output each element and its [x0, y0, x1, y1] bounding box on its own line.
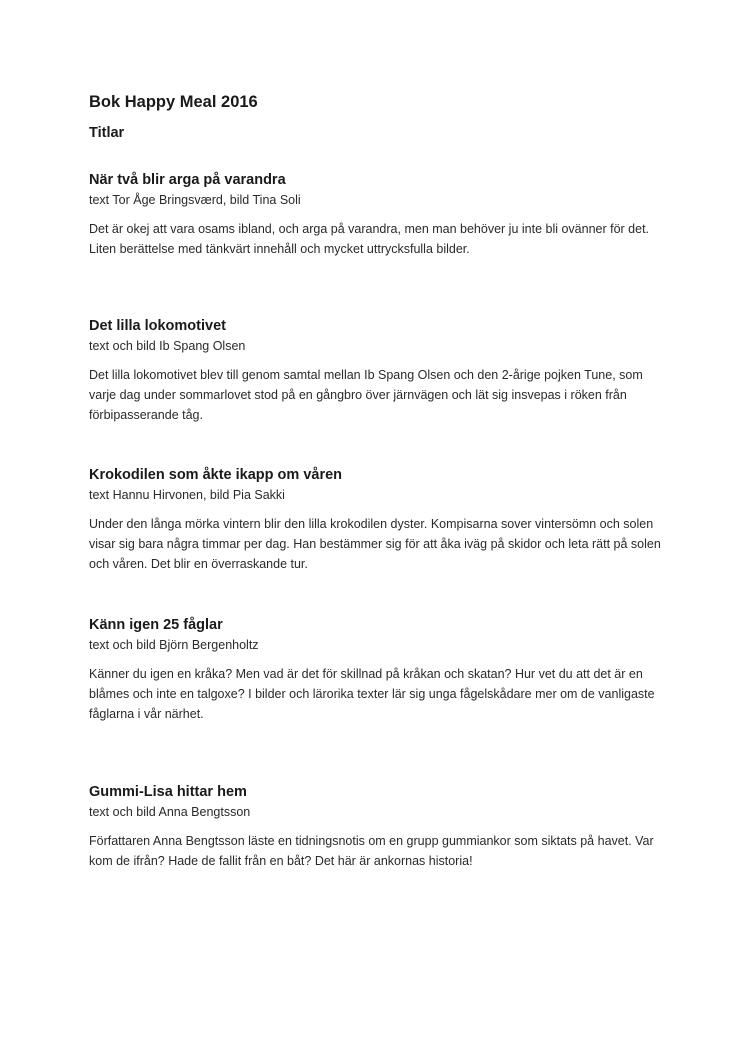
book-title: Gummi-Lisa hittar hem: [89, 784, 247, 800]
book-entry: [89, 782, 669, 871]
book-credit: text och bild Ib Spang Olsen: [89, 339, 246, 353]
document-page: [89, 90, 669, 868]
book-entry: [89, 316, 669, 425]
book-description: Känner du igen en kråka? Men vad är det för skillnad på kråkan och skatan? Hur vet du att det är en blåmes och inte en talgoxe? I bilder och lärorika texter lär sig unga fågelskådare mer om de vanligaste fåglarna i vår närhet.: [89, 667, 655, 721]
book-credit: text och bild Anna Bengtsson: [89, 805, 251, 819]
section-heading: Titlar: [89, 125, 125, 141]
book-title: Känn igen 25 fåglar: [89, 617, 223, 633]
book-title: Krokodilen som åkte ikapp om våren: [89, 467, 343, 483]
book-entry: [89, 465, 669, 574]
book-description: Det lilla lokomotivet blev till genom samtal mellan Ib Spang Olsen och den 2-årige pojken Tune, som varje dag under sommarlovet stod på en gångbro över järnvägen och lät sig insvepas i röken från förbipasserande tåg.: [89, 368, 643, 422]
book-entry: [89, 615, 669, 724]
book-entry: [89, 170, 669, 259]
book-description: Det är okej att vara osams ibland, och arga på varandra, men man behöver ju inte bli ovänner för det. Liten berättelse med tänkvärt innehåll och mycket uttrycksfulla bilder.: [89, 222, 650, 256]
book-title: När två blir arga på varandra: [89, 172, 286, 188]
book-credit: text Hannu Hirvonen, bild Pia Sakki: [89, 488, 285, 502]
book-title: Det lilla lokomotivet: [89, 318, 226, 334]
book-description: Författaren Anna Bengtsson läste en tidningsnotis om en grupp gummiankor som siktats på havet. Var kom de ifrån? Hade de fallit från en båt? Det här är ankornas historia!: [89, 834, 654, 868]
book-description: Under den långa mörka vintern blir den lilla krokodilen dyster. Kompisarna sover vintersömn och solen visar sig bara några timmar per dag. Han bestämmer sig för att åka iväg på skidor och leta rätt på solen och våren. Det blir en överraskande tur.: [89, 517, 661, 571]
document-title: Bok Happy Meal 2016: [89, 93, 258, 111]
book-credit: text och bild Björn Bergenholtz: [89, 638, 259, 652]
book-credit: text Tor Åge Bringsværd, bild Tina Soli: [89, 193, 301, 207]
